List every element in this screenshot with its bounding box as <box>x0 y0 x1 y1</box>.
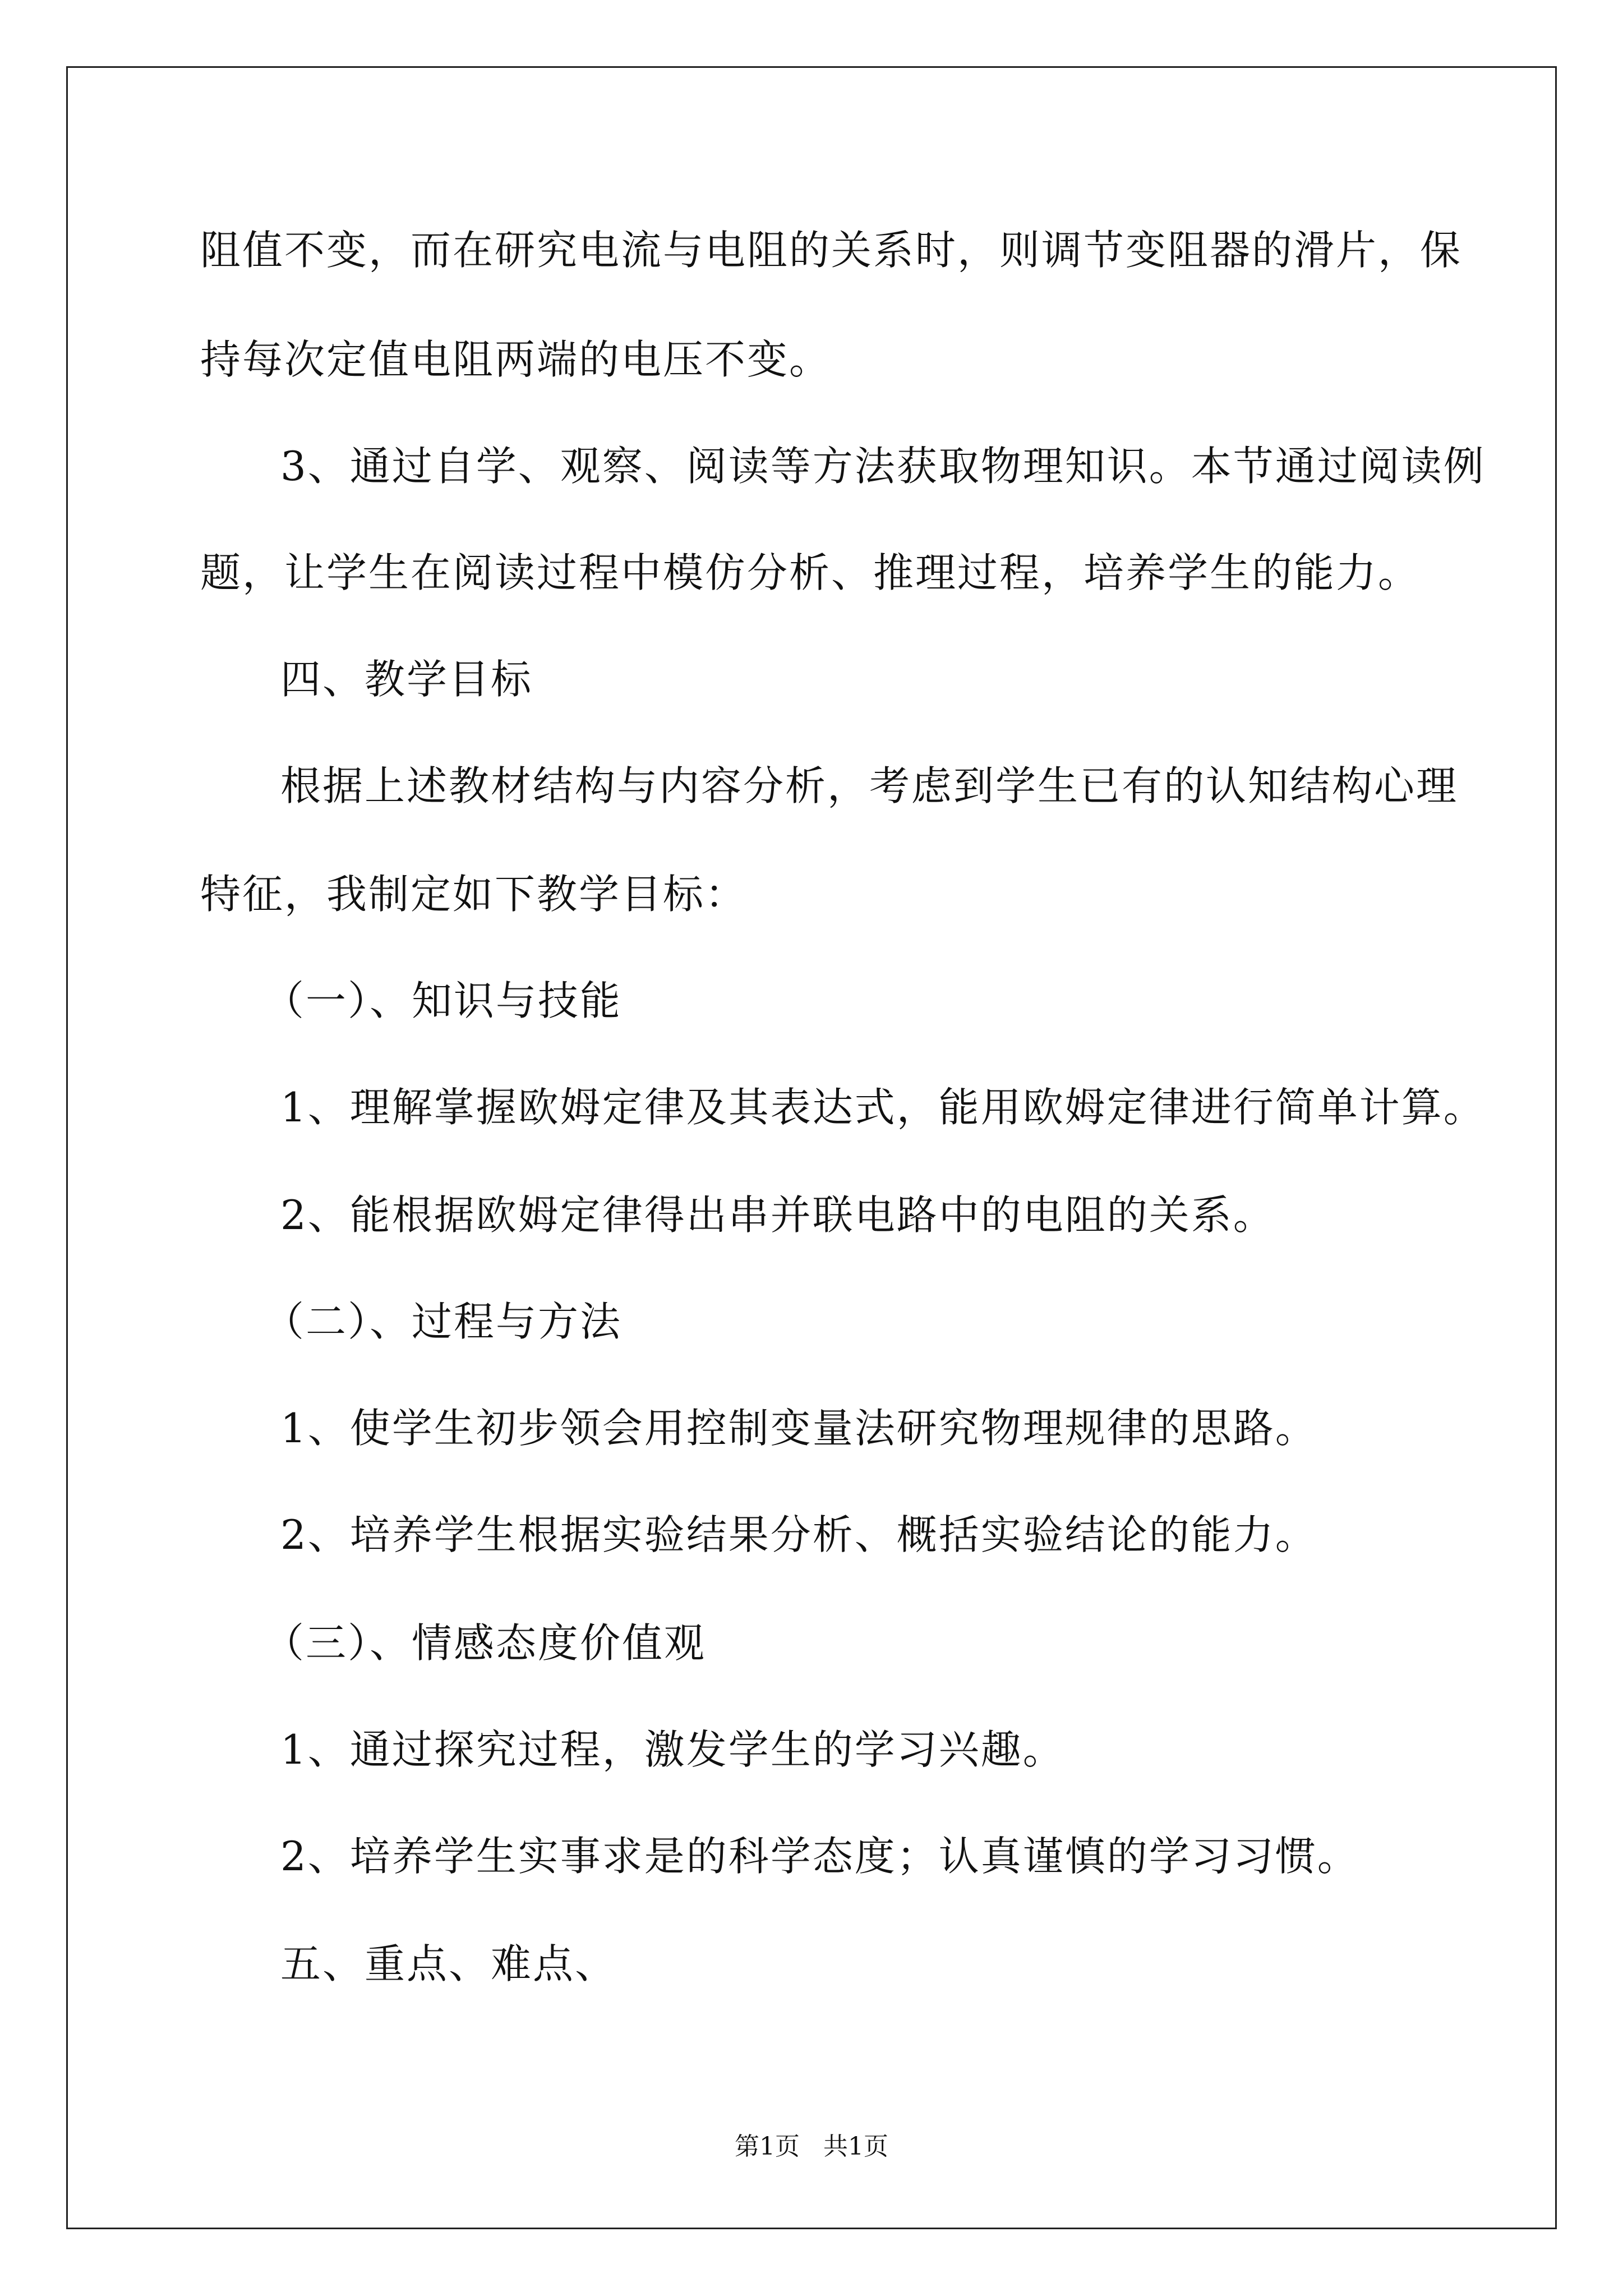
paragraph-line: 持每次定值电阻两端的电压不变。 <box>200 336 832 383</box>
paragraph-line: 3、通过自学、观察、阅读等方法获取物理知识。本节通过阅读例 <box>280 443 1486 490</box>
paragraph-line: 阻值不变，而在研究电流与电阻的关系时，则调节变阻器的滑片，保 <box>200 227 1463 274</box>
paragraph-line: 根据上述教材结构与内容分析，考虑到学生已有的认知结构心理 <box>280 762 1459 809</box>
list-item: 1、理解掌握欧姆定律及其表达式，能用欧姆定律进行简单计算。 <box>280 1084 1486 1131</box>
subsection-heading: （一）、知识与技能 <box>264 977 623 1024</box>
paragraph-line: 特征，我制定如下教学目标： <box>200 871 748 918</box>
list-item: 2、培养学生根据实验结果分析、概括实验结论的能力。 <box>280 1511 1317 1558</box>
list-item: 1、通过探究过程，激发学生的学习兴趣。 <box>280 1726 1065 1773</box>
subsection-heading: （三）、情感态度价值观 <box>264 1619 707 1667</box>
page-number-footer: 第1页 共1页 <box>735 2132 888 2161</box>
paragraph-line: 题，让学生在阅读过程中模仿分析、推理过程，培养学生的能力。 <box>200 549 1421 596</box>
list-item: 2、能根据欧姆定律得出串并联电路中的电阻的关系。 <box>280 1191 1275 1239</box>
page-border <box>66 66 1557 2229</box>
subsection-heading: （二）、过程与方法 <box>264 1298 623 1345</box>
section-heading: 四、教学目标 <box>280 656 533 703</box>
section-heading: 五、重点、难点、 <box>280 1940 617 1987</box>
list-item: 1、使学生初步领会用控制变量法研究物理规律的思路。 <box>280 1405 1317 1452</box>
list-item: 2、培养学生实事求是的科学态度；认真谨慎的学习习惯。 <box>280 1833 1359 1880</box>
